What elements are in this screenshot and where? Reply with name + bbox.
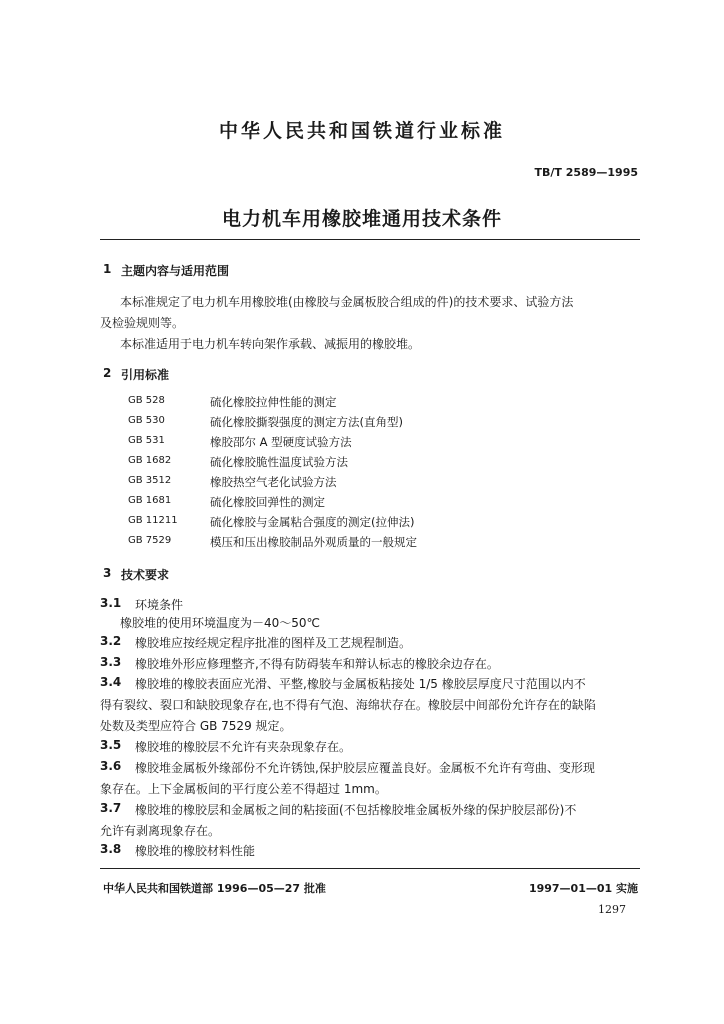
- item-3-7-line1: 橡胶堆的橡胶层和金属板之间的粘接面(不包括橡胶堆金属板外缘的保护胶层部份)不: [135, 803, 577, 817]
- item-3-4-line1: 橡胶堆的橡胶表面应光滑、平整,橡胶与金属板粘接处 1/5 橡胶层厚度尺寸范围以内不: [135, 677, 586, 691]
- item-3-4-line2: 得有裂纹、裂口和缺胶现象存在,也不得有气泡、海绵状存在。橡胶层中间部份允许存在的缺陷: [100, 698, 596, 712]
- item-3-4-number: 3.4: [100, 675, 122, 689]
- item-3-3-text: 橡胶堆外形应修理整齐,不得有防碍装车和辩认标志的橡胶余边存在。: [135, 657, 499, 671]
- item-3-5-text: 橡胶堆的橡胶层不允许有夹杂现象存在。: [135, 740, 352, 754]
- title-divider: [100, 239, 640, 240]
- section-2-number: 2: [103, 366, 112, 380]
- ref-code: GB 1681: [128, 495, 172, 506]
- item-3-3-number: 3.3: [100, 655, 122, 669]
- ref-code: GB 1682: [128, 455, 172, 466]
- footer-divider: [100, 868, 640, 869]
- org-title: 中华人民共和国铁道行业标准: [218, 120, 505, 142]
- item-3-6-line1: 橡胶堆金属板外缘部份不允许锈蚀,保护胶层应覆盖良好。金属板不允许有弯曲、变形现: [135, 761, 595, 775]
- ref-title: 硫化橡胶回弹性的测定: [210, 495, 325, 509]
- ref-code: GB 531: [128, 435, 165, 446]
- item-3-4-line3: 处数及类型应符合 GB 7529 规定。: [100, 719, 292, 733]
- item-3-6-line2: 象存在。上下金属板间的平行度公差不得超过 1mm。: [100, 782, 387, 796]
- item-3-7-line2: 允许有剥离现象存在。: [100, 824, 221, 838]
- ref-title: 橡胶热空气老化试验方法: [210, 475, 337, 489]
- ref-title: 硫化橡胶与金属粘合强度的测定(拉伸法): [210, 515, 415, 529]
- section-3-number: 3: [103, 566, 112, 580]
- section-1-para1-line1: 本标准规定了电力机车用橡胶堆(由橡胶与金属板胶合组成的件)的技术要求、试验方法: [120, 295, 574, 309]
- section-1-para2: 本标准适用于电力机车转向架作承载、减振用的橡胶堆。: [120, 337, 421, 351]
- ref-code: GB 3512: [128, 475, 172, 486]
- item-3-1-body: 橡胶堆的使用环境温度为－40～50℃: [120, 616, 321, 630]
- ref-title: 橡胶邵尔 A 型硬度试验方法: [210, 435, 352, 449]
- page-number: 1297: [598, 903, 626, 916]
- ref-title: 硫化橡胶撕裂强度的测定方法(直角型): [210, 415, 403, 429]
- section-3-title: 技术要求: [121, 568, 170, 582]
- section-1-number: 1: [103, 262, 112, 276]
- footer-issuer: 中华人民共和国铁道部 1996—05—27 批准: [103, 882, 326, 895]
- item-3-5-number: 3.5: [100, 738, 122, 752]
- item-3-6-number: 3.6: [100, 759, 122, 773]
- section-1-title: 主题内容与适用范围: [121, 264, 230, 278]
- item-3-2-number: 3.2: [100, 634, 122, 648]
- ref-code: GB 530: [128, 415, 165, 426]
- ref-title: 硫化橡胶脆性温度试验方法: [210, 455, 348, 469]
- item-3-1-title: 环境条件: [135, 598, 184, 612]
- ref-code: GB 7529: [128, 535, 172, 546]
- ref-code: GB 11211: [128, 515, 178, 526]
- footer-effective-date: 1997—01—01 实施: [528, 882, 638, 895]
- item-3-1-number: 3.1: [100, 596, 122, 610]
- ref-code: GB 528: [128, 395, 165, 406]
- ref-title: 模压和压出橡胶制品外观质量的一般规定: [210, 535, 417, 549]
- item-3-7-number: 3.7: [100, 801, 122, 815]
- standard-code: TB/T 2589—1995: [534, 166, 638, 179]
- item-3-2-text: 橡胶堆应按经规定程序批准的图样及工艺规程制造。: [135, 636, 412, 650]
- document-title: 电力机车用橡胶堆通用技术条件: [221, 208, 502, 230]
- section-1-para1-line2: 及检验规则等。: [100, 316, 185, 330]
- item-3-8-number: 3.8: [100, 842, 122, 856]
- ref-title: 硫化橡胶拉伸性能的测定: [210, 395, 337, 409]
- section-2-title: 引用标准: [121, 368, 170, 382]
- item-3-8-text: 橡胶堆的橡胶材料性能: [135, 844, 256, 858]
